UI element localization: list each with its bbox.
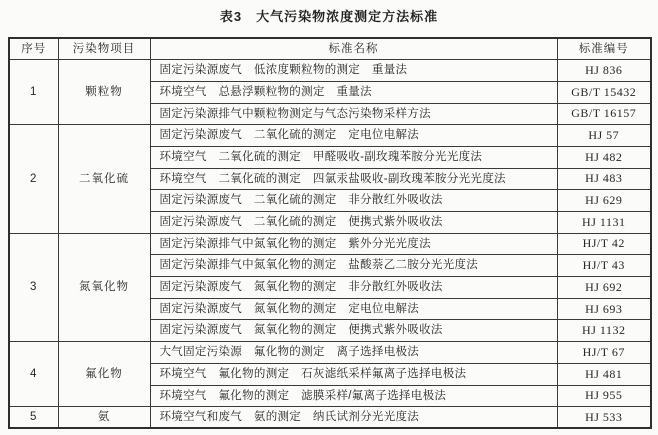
standard-name-cell: 环境空气和废气 氨的测定 纳氏试剂分光光度法: [150, 407, 557, 429]
standard-code-cell: HJ 483: [557, 168, 651, 190]
header-row: [9, 38, 651, 60]
standard-name-cell: 环境空气 氟化物的测定 石灰滤纸采样氟离子选择电极法: [150, 363, 557, 385]
standard-name-cell: 固定污染源废气 二氧化硫的测定 非分散红外吸收法: [150, 190, 557, 212]
standard-code-cell: HJ 481: [557, 363, 651, 385]
standard-name-cell: 环境空气 氟化物的测定 滤膜采样/氟离子选择电极法: [150, 385, 557, 407]
standard-code-cell: GB/T 16157: [557, 103, 651, 125]
pollutant-cell: 颗粒物: [58, 60, 150, 125]
standard-code-cell: HJ 955: [557, 385, 651, 407]
standard-code-cell: HJ/T 43: [557, 255, 651, 277]
standard-code-cell: HJ/T 67: [557, 342, 651, 364]
standard-name-cell: 环境空气 二氧化硫的测定 甲醛吸收-副玫瑰苯胺分光光度法: [150, 146, 557, 168]
row-number-cell: 5: [9, 407, 58, 429]
standard-name-cell: 环境空气 总悬浮颗粒物的测定 重量法: [150, 81, 557, 103]
standard-name-cell: 固定污染源废气 氮氧化物的测定 便携式紫外吸收法: [150, 320, 557, 342]
standard-code-cell: HJ 692: [557, 277, 651, 299]
standard-code-cell: HJ 836: [557, 60, 651, 82]
standard-code-cell: HJ 629: [557, 190, 651, 212]
table-title: 表3 大气污染物浓度测定方法标准: [219, 9, 439, 24]
header-standard-code: 标准编号: [557, 38, 651, 60]
standard-name-cell: 固定污染源废气 氮氧化物的测定 定电位电解法: [150, 298, 557, 320]
standard-name-cell: 固定污染源排气中氮氧化物的测定 盐酸萘乙二胺分光光度法: [150, 255, 557, 277]
standard-code-cell: HJ/T 42: [557, 233, 651, 255]
table-body: [9, 60, 651, 429]
header-pollutant: 污染物项目: [58, 38, 150, 60]
standard-name-cell: 固定污染源废气 二氧化硫的测定 便携式紫外吸收法: [150, 212, 557, 234]
table-row: [9, 407, 651, 429]
table-row: [9, 342, 651, 364]
row-number-cell: 1: [9, 60, 58, 125]
standard-name-cell: 固定污染源排气中氮氧化物的测定 紫外分光光度法: [150, 233, 557, 255]
standard-code-cell: HJ 57: [557, 125, 651, 147]
header-index: 序号: [9, 38, 58, 60]
standard-code-cell: HJ 1131: [557, 212, 651, 234]
table-row: [9, 60, 651, 82]
row-number-cell: 2: [9, 125, 58, 233]
table-row: [9, 125, 651, 147]
standard-code-cell: HJ 482: [557, 146, 651, 168]
row-number-cell: 4: [9, 342, 58, 407]
standard-name-cell: 固定污染源废气 氮氧化物的测定 非分散红外吸收法: [150, 277, 557, 299]
standard-code-cell: HJ 693: [557, 298, 651, 320]
row-number-cell: 3: [9, 233, 58, 341]
standard-name-cell: 固定污染源废气 二氧化硫的测定 定电位电解法: [150, 125, 557, 147]
standard-name-cell: 固定污染源废气 低浓度颗粒物的测定 重量法: [150, 60, 557, 82]
standard-code-cell: HJ 533: [557, 407, 651, 429]
standard-code-cell: GB/T 15432: [557, 81, 651, 103]
table-row: [9, 233, 651, 255]
standard-code-cell: HJ 1132: [557, 320, 651, 342]
pollutant-cell: 氟化物: [58, 342, 150, 407]
pollutant-cell: 二氧化硫: [58, 125, 150, 233]
pollutant-cell: 氨: [58, 407, 150, 429]
pollutant-cell: 氮氧化物: [58, 233, 150, 341]
standard-name-cell: 环境空气 二氧化硫的测定 四氯汞盐吸收-副玫瑰苯胺分光光度法: [150, 168, 557, 190]
header-standard-name: 标准名称: [150, 38, 557, 60]
standard-name-cell: 固定污染源排气中颗粒物测定与气态污染物采样方法: [150, 103, 557, 125]
standards-table: [8, 37, 652, 429]
standard-name-cell: 大气固定污染源 氟化物的测定 离子选择电极法: [150, 342, 557, 364]
